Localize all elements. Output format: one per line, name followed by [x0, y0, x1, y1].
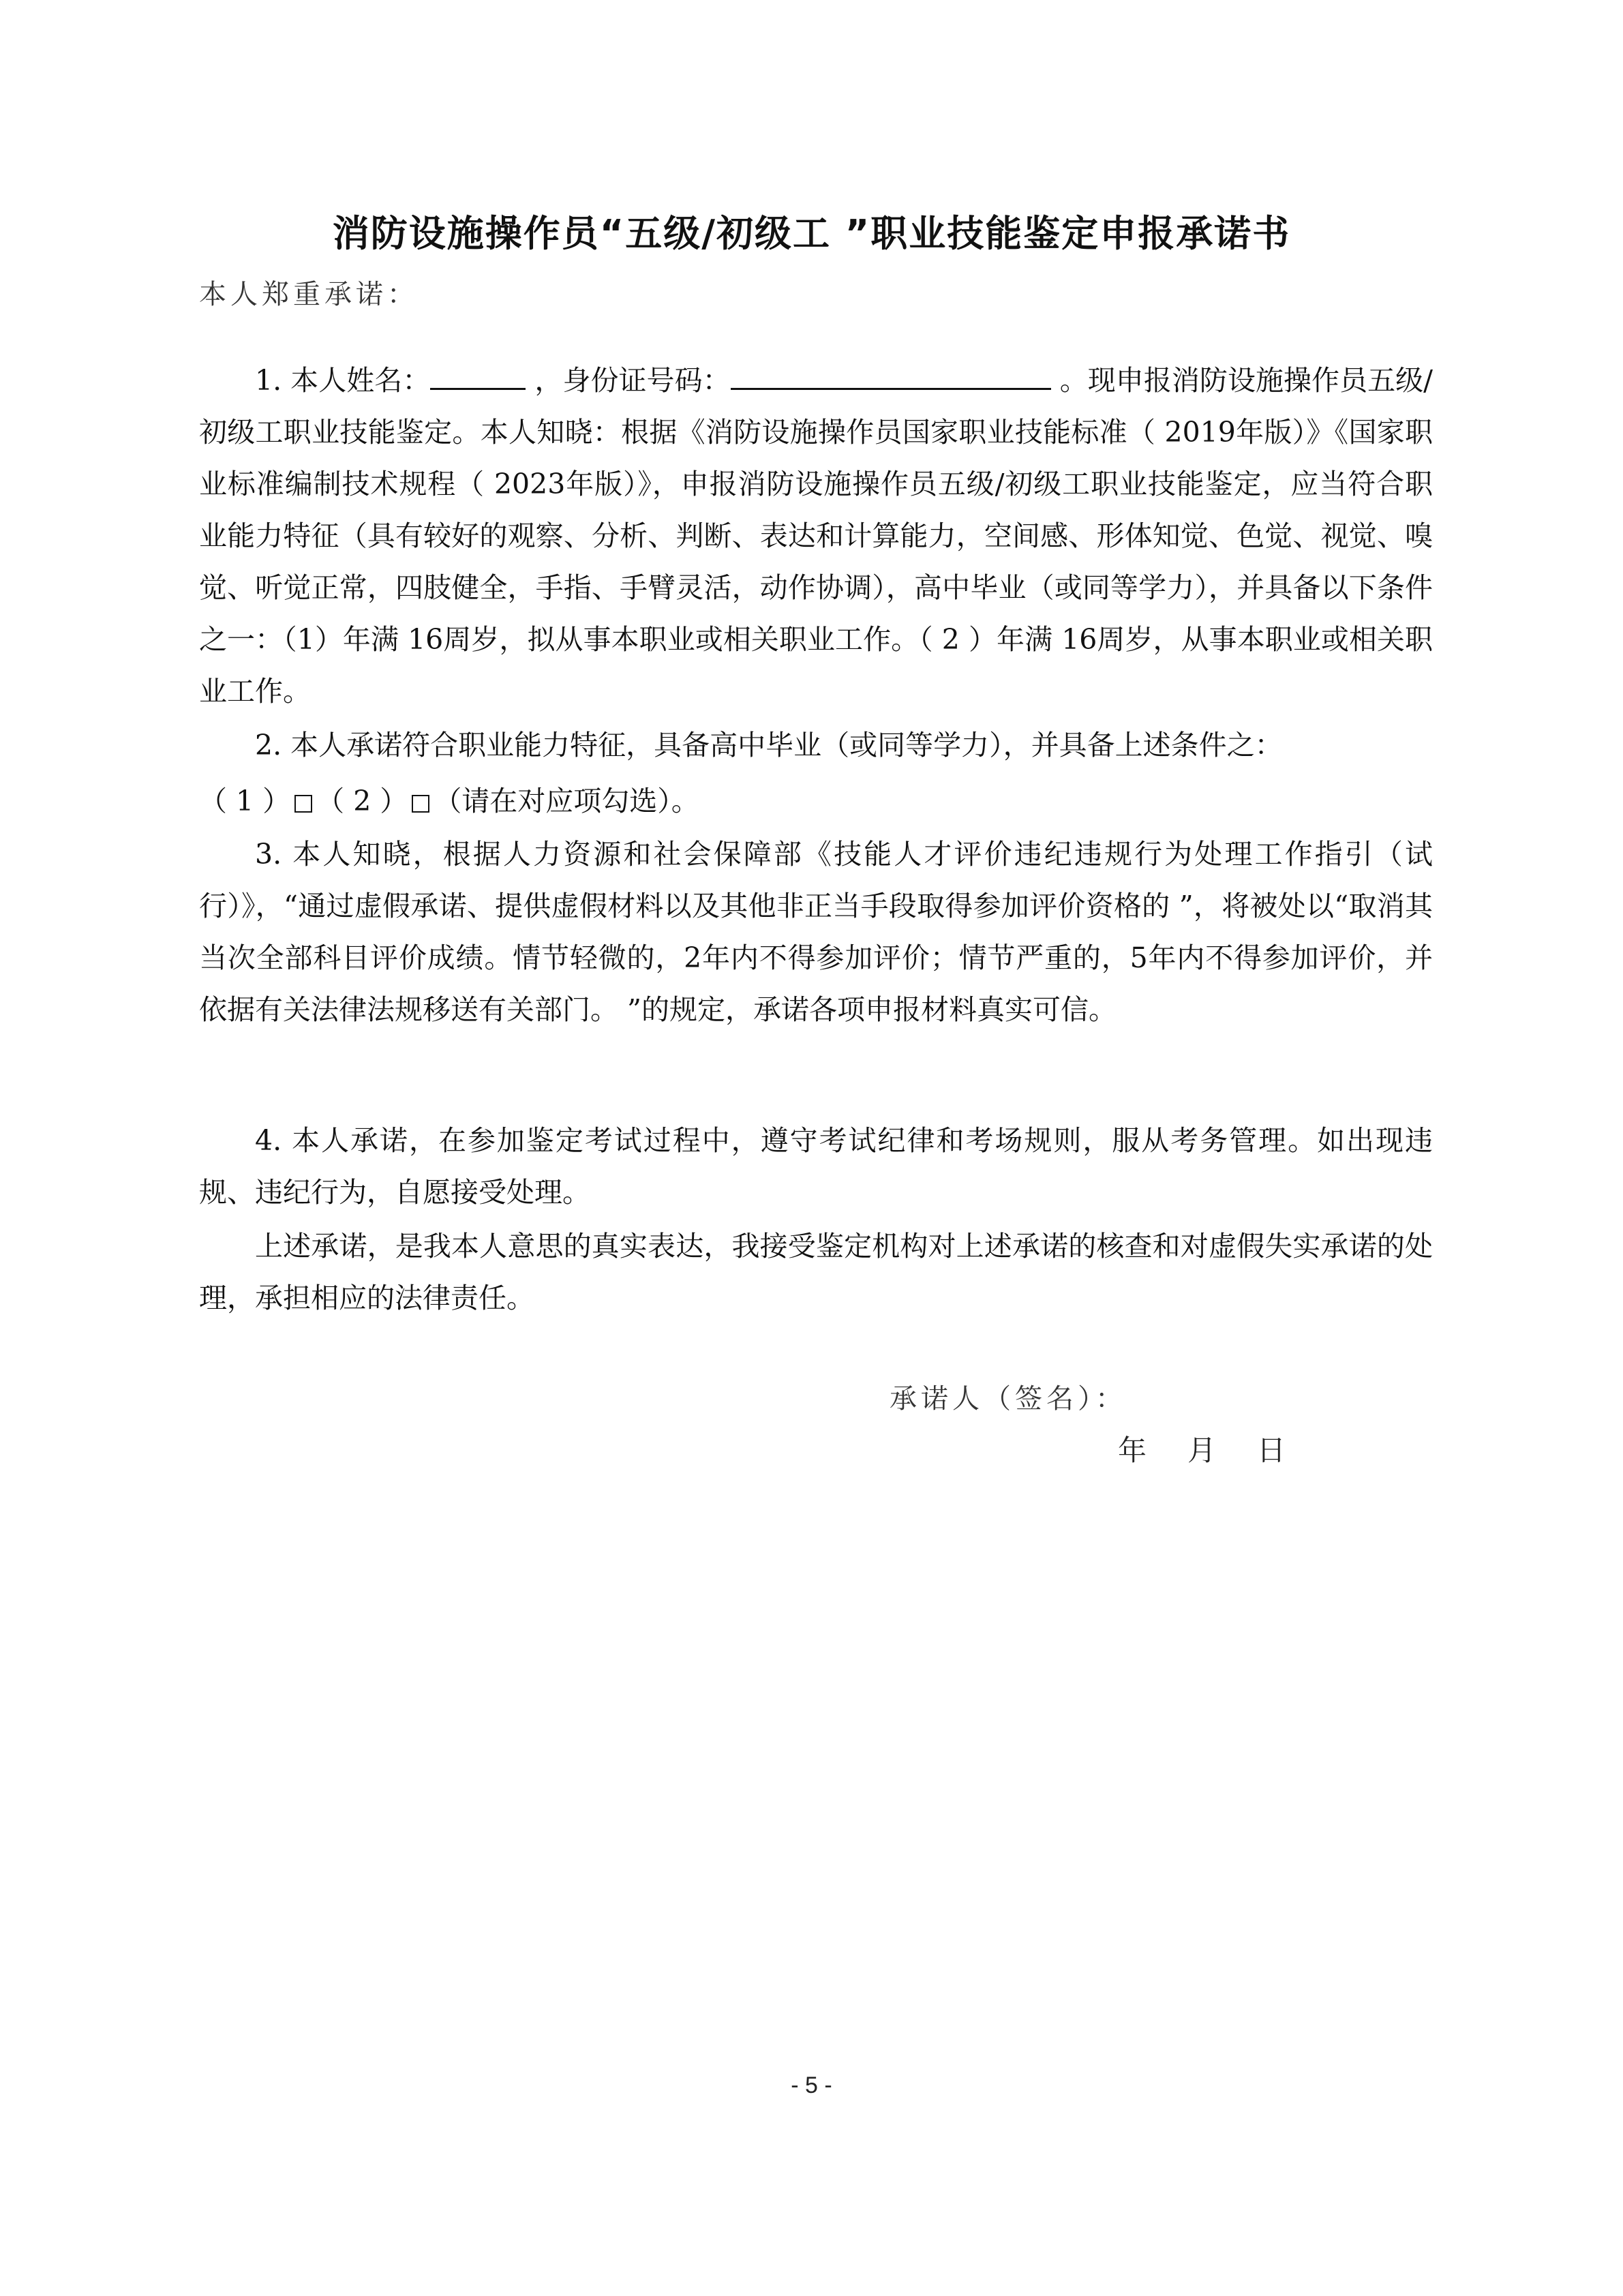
closing-text: 上述承诺，是我本人意思的真实表达，我接受鉴定机构对上述承诺的核查和对虚假失实承诺的处理，承担相应的法律责任。 [199, 1230, 1433, 1314]
item-1-prefix: 1. 本人姓名： [255, 364, 431, 397]
document-title: 消防设施操作员“五级/初级工 ”职业技能鉴定申报承诺书 [332, 212, 1291, 255]
id-number-blank-field[interactable] [731, 361, 1051, 390]
intro-text: 本人郑重承诺： [199, 279, 419, 310]
date-year: 年 [1118, 1434, 1147, 1467]
option-2-label: （ 2 ） [316, 785, 408, 817]
date-line [1118, 1428, 1286, 1469]
item-3-text: 3. 本人知晓，根据人力资源和社会保障部《技能人才评价违纪违规行为处理工作指引（试行）》，“通过虚假承诺、提供虚假材料以及其他非正当手段取得参加评价资格的 ”，将被处以“取消其当次全部科目评价成绩。情节轻微的，2年内不得参加评价；情节严重的，5年内不得参加评价，并依据有关法律法规移送有关部门。 ”的规定，承诺各项申报材料真实可信。 [199, 838, 1433, 1026]
item-1-suffix: 。现申报消防设施操作员五级/初级工职业技能鉴定。本人知晓：根据《消防设施操作员国家职业技能标准（ 2019年版）》《国家职业标准编制技术规程（ 2023年版）》，申报消防设施操作员五级/初级工职业技能鉴定，应当符合职业能力特征（具有较好的观察、分析、判断、表达和计算能力，空间感、形体知觉、色觉、视觉、嗅觉、听觉正常，四肢健全，手指、手臂灵活，动作协调），高中毕业（或同等学力），并具备以下条件之一：（1）年满 16周岁，拟从事本职业或相关职业工作。（ 2 ）年满 16周岁，从事本职业或相关职业工作。 [199, 364, 1433, 708]
item-2-text: 2. 本人承诺符合职业能力特征，具备高中毕业（或同等学力），并具备上述条件之： [255, 729, 1283, 761]
item-4-text: 4. 本人承诺，在参加鉴定考试过程中，遵守考试纪律和考场规则，服从考务管理。如出现违规、违纪行为，自愿接受处理。 [199, 1124, 1433, 1209]
item-4 [199, 1115, 1433, 1218]
date-day: 日 [1257, 1434, 1286, 1467]
item-2-options [199, 775, 1433, 827]
closing-statement [199, 1220, 1433, 1324]
item-2 [199, 719, 1433, 827]
date-month: 月 [1187, 1434, 1217, 1467]
option-note: （请在对应项勾选）。 [434, 785, 699, 817]
item-1 [199, 354, 1433, 717]
option-1-checkbox[interactable] [294, 795, 312, 813]
option-2-checkbox[interactable] [412, 795, 429, 813]
name-blank-field[interactable] [430, 361, 526, 390]
item-3 [199, 828, 1433, 1036]
option-1-label: （ 1 ） [199, 785, 291, 817]
page-number: - 5 - [791, 2072, 832, 2098]
item-1-mid: ，身份证号码： [526, 364, 731, 397]
signature-label: 承诺人（签名）： [890, 1383, 1127, 1415]
